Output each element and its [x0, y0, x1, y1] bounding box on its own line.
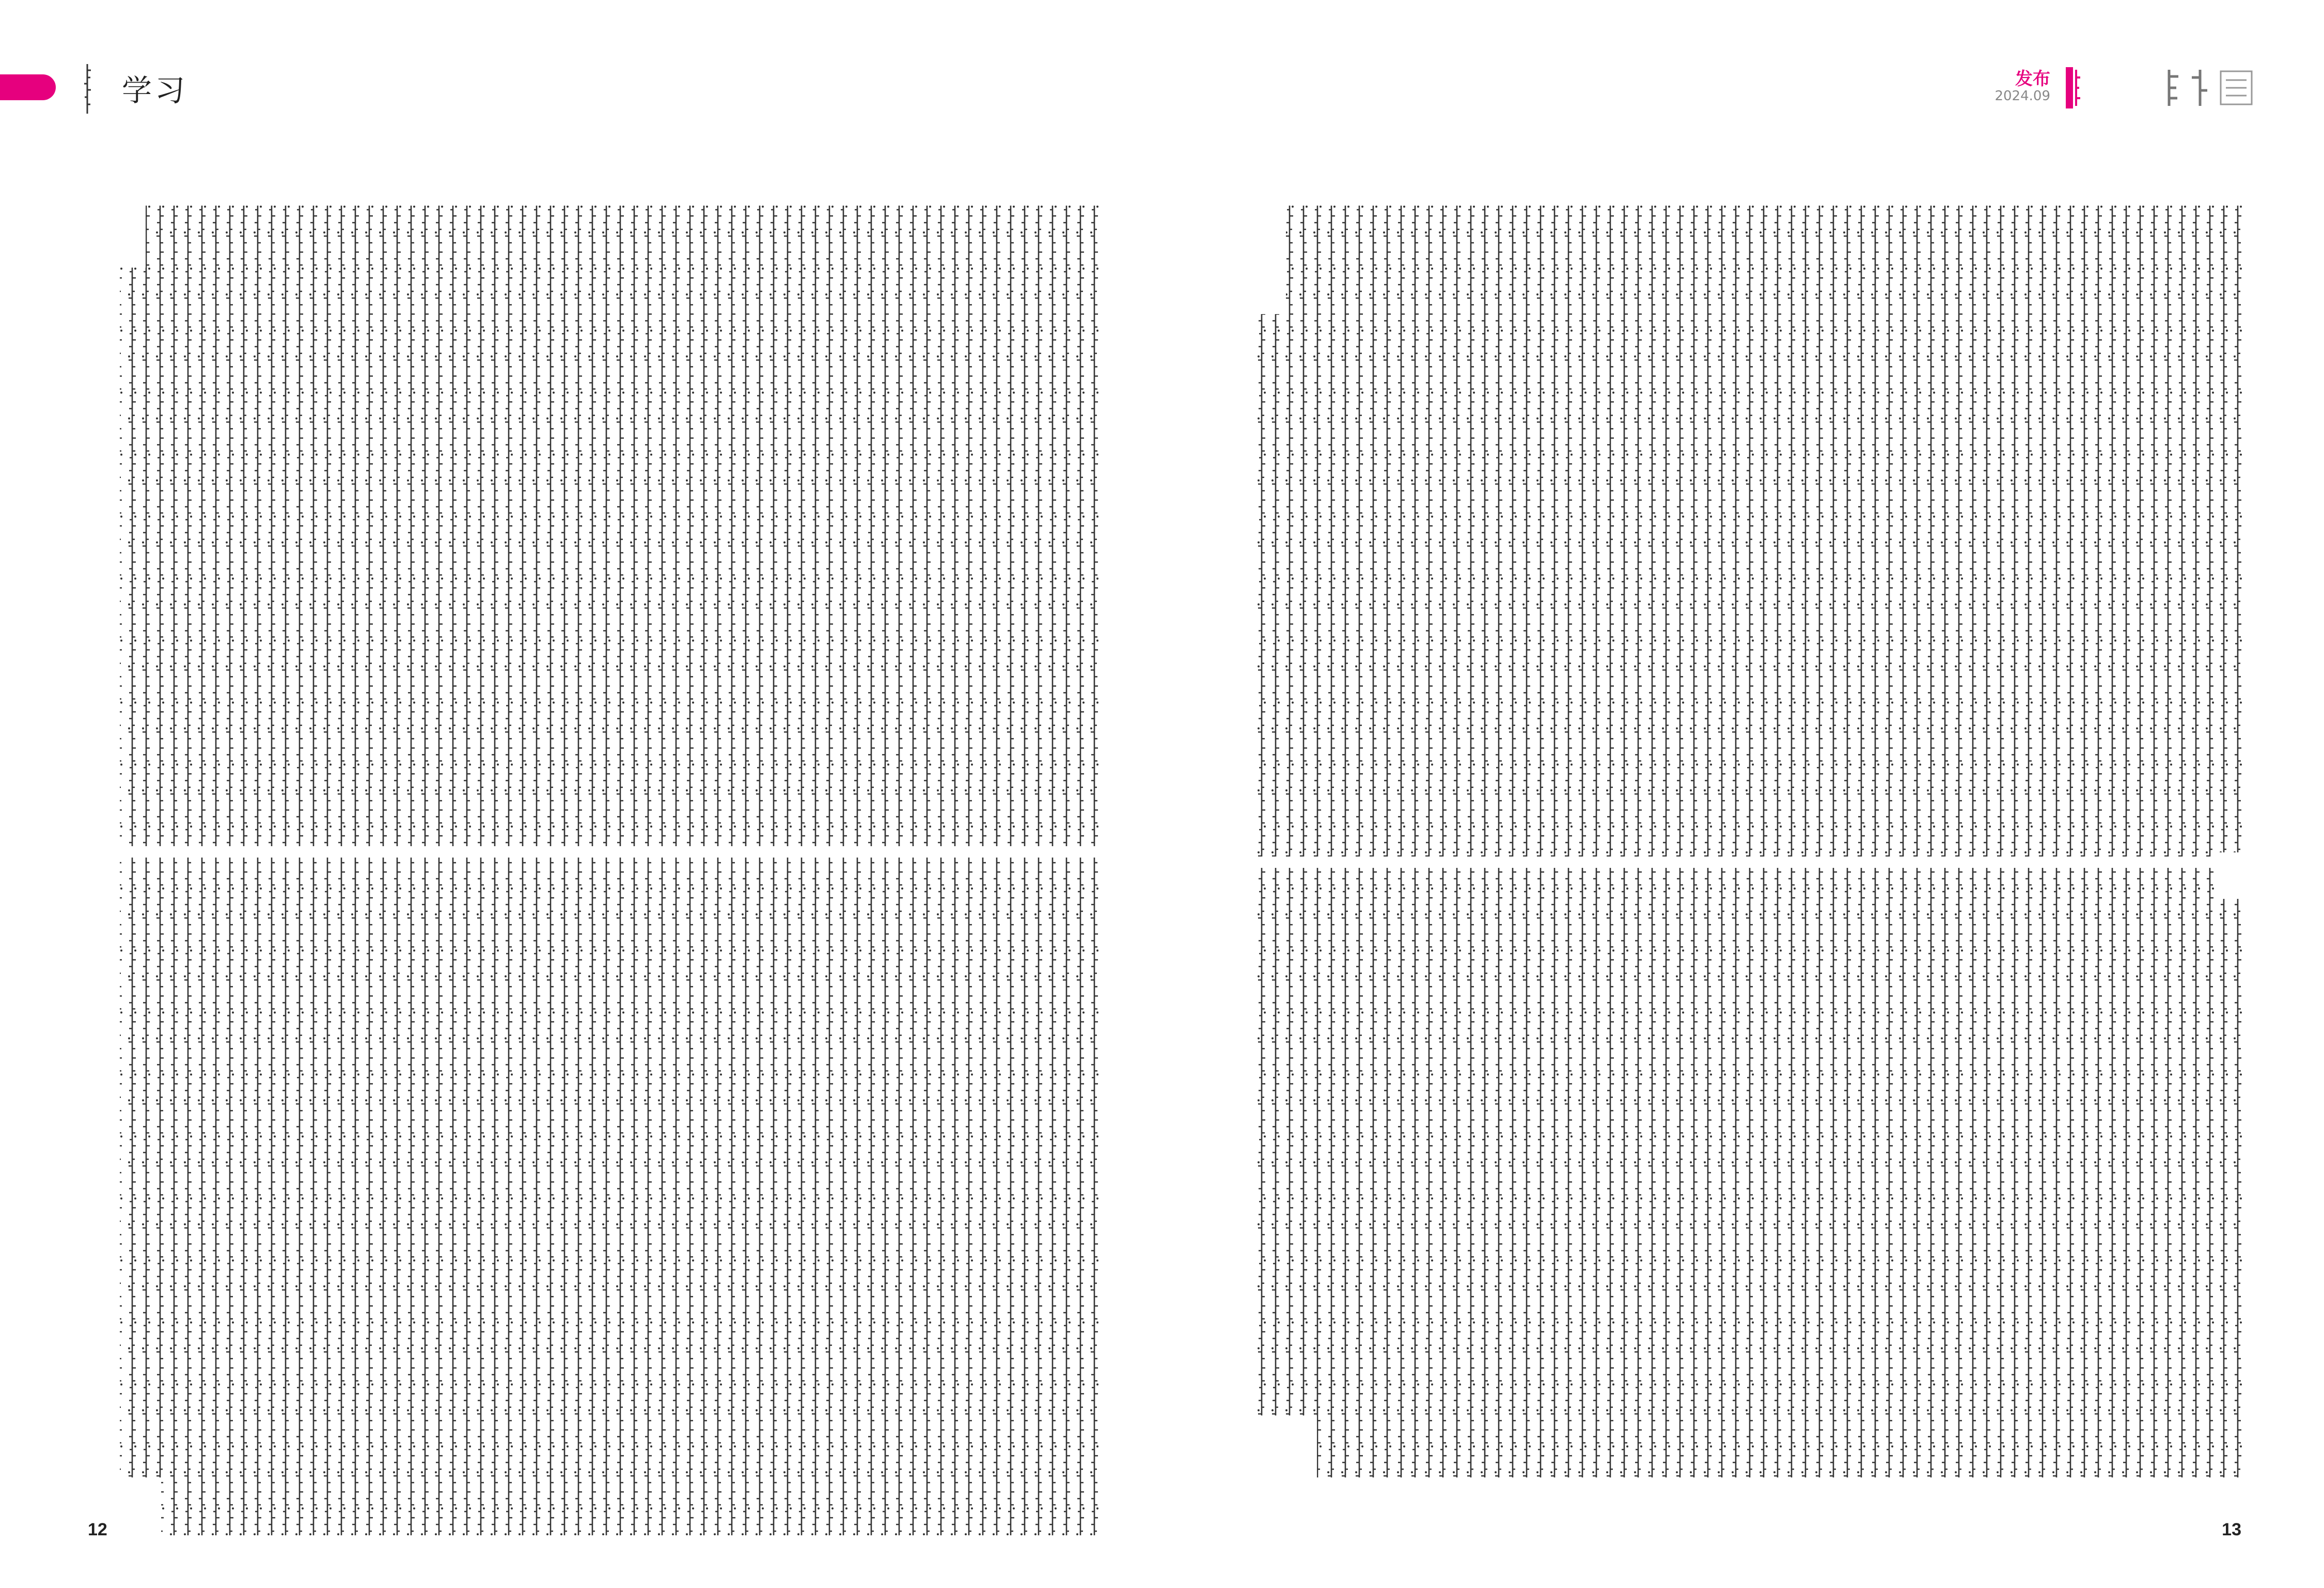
text-block-page13-lower	[1255, 868, 2242, 1477]
issue-date: 2024.09	[1995, 88, 2050, 104]
page-number-left: 12	[88, 1520, 107, 1539]
page-number-right: 13	[2222, 1520, 2241, 1539]
text-block-page12-upper	[120, 206, 1103, 846]
section-title: 学习	[122, 73, 189, 108]
text-block-page13-upper	[1255, 206, 2242, 857]
text-block-page12-lower	[120, 858, 1103, 1535]
publisher-label: 发布	[2015, 69, 2050, 89]
